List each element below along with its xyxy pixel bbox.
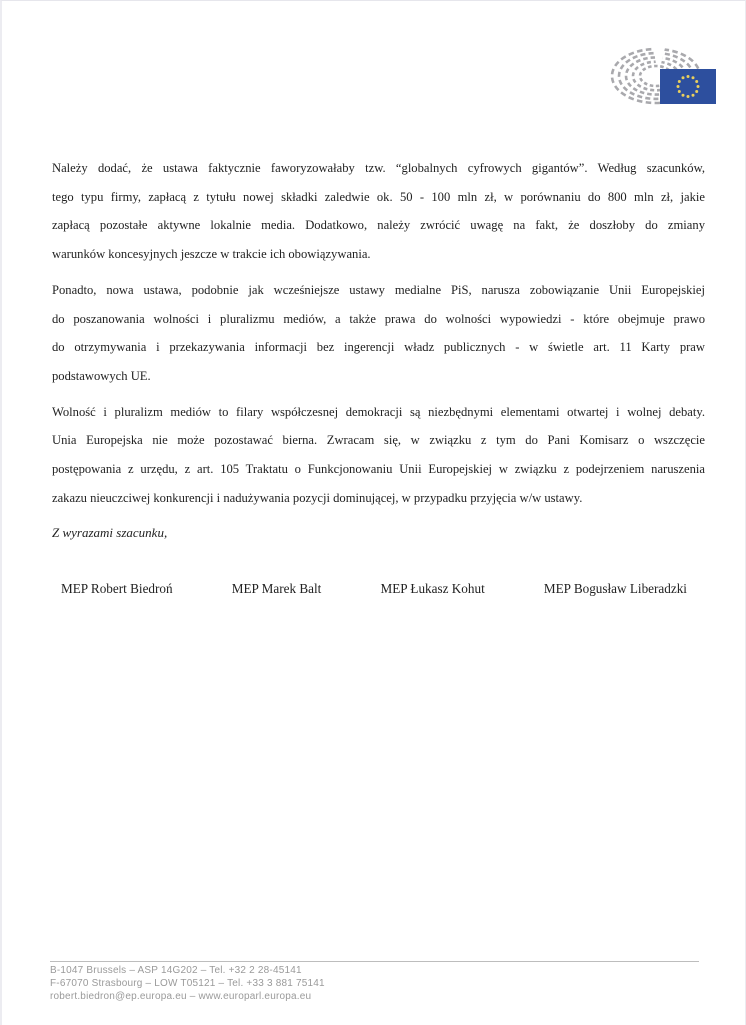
ep-hemicycle-icon xyxy=(608,43,718,107)
body-line: podstawowych UE. xyxy=(52,368,151,383)
paragraph-3 xyxy=(52,398,705,513)
paragraph-2 xyxy=(52,276,705,391)
signatory-name: MEP Robert Biedroń xyxy=(61,581,173,596)
page-footer xyxy=(50,961,700,1003)
body-line: do otrzymywania i przekazywania informacji bez ingerencji władz publicznych - w świetle art. 11 Karty praw xyxy=(52,340,705,355)
body-line: Należy dodać, że ustawa faktycznie faworyzowałaby tzw. “globalnych cyfrowych gigantów”. Według szacunków, xyxy=(52,161,705,175)
body-line: Unia Europejska nie może pozostawać bierna. Zwracam się, w związku z tym do Pani Komisarz o wszczęcie xyxy=(52,433,705,448)
body-line: Ponadto, nowa ustawa, podobnie jak wcześniejsze ustawy medialne PiS, narusza zobowiązanie Unii Europejskiej xyxy=(52,282,705,297)
body-line: zapłacą pozostałe aktywne lokalnie media. Dodatkowo, należy zwrócić uwagę na fakt, że doszłoby do zmiany xyxy=(52,218,705,233)
signatory-name: MEP Łukasz Kohut xyxy=(380,581,485,596)
signatory-name: MEP Marek Balt xyxy=(231,581,322,596)
paragraph-1 xyxy=(52,154,705,269)
letter-body xyxy=(52,154,705,547)
signatory-name: MEP Bogusław Liberadzki xyxy=(543,581,687,596)
body-line: postępowania z urzędu, z art. 105 Traktatu o Funkcjonowaniu Unii Europejskiej w związku z podejrzeniem naruszenia xyxy=(52,462,705,477)
signatories-row xyxy=(52,581,705,597)
european-parliament-logo xyxy=(608,43,718,107)
eu-flag-icon xyxy=(660,69,716,104)
body-line: warunków koncesyjnych jeszcze w trakcie ich obowiązywania. xyxy=(52,247,371,262)
body-line: do poszanowania wolności i pluralizmu mediów, a także prawa do wolności wypowiedzi - które obejmuje prawo xyxy=(52,311,705,326)
body-line: Wolność i pluralizm mediów to filary współczesnej demokracji są niezbędnymi elementami otwartej i wolnej debaty. xyxy=(52,404,705,419)
footer-address-brussels: B-1047 Brussels – ASP 14G202 – Tel. +32 2 28-45141 xyxy=(50,965,302,976)
footer-contact-links: robert.biedron@ep.europa.eu – www.europarl.europa.eu xyxy=(50,991,312,1002)
footer-divider xyxy=(50,961,699,962)
closing-salutation: Z wyrazami szacunku, xyxy=(52,525,168,541)
body-line: zakazu nieuczciwej konkurencji i nadużywania pozycji dominującej, w przypadku przyjęcia w/w ustawy. xyxy=(52,490,583,505)
body-line: tego typu firmy, zapłacą z tytułu nowej składki zaledwie ok. 50 - 100 mln zł, w porównaniu do 800 mln zł, jakie xyxy=(52,189,705,204)
footer-address-strasbourg: F-67070 Strasbourg – LOW T05121 – Tel. +33 3 881 75141 xyxy=(50,978,325,989)
